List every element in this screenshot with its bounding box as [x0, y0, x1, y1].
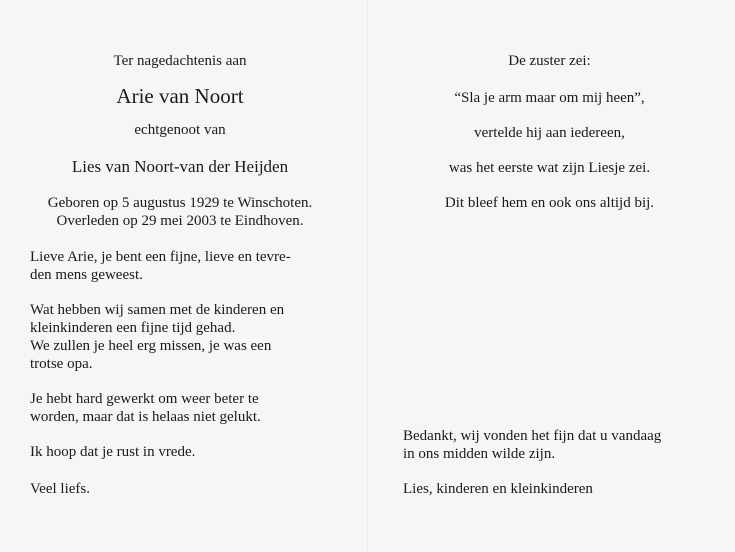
signature: Lies, kinderen en kleinkinderen	[403, 481, 593, 497]
relation-text: echtgenoot van	[134, 122, 226, 138]
para3-line1: Je hebt hard gewerkt om weer beter te	[30, 391, 259, 407]
para2-line2: kleinkinderen een fijne tijd gehad.	[30, 320, 236, 336]
thanks-line2: in ons midden wilde zijn.	[403, 446, 556, 462]
para2-line1: Wat hebben wij samen met de kinderen en	[30, 302, 285, 318]
poem-line1: De zuster zei:	[508, 53, 591, 69]
para1-line1: Lieve Arie, je bent een fijne, lieve en tevre-	[30, 249, 291, 265]
para5: Veel liefs.	[30, 481, 90, 497]
death-line: Overleden op 29 mei 2003 te Eindhoven.	[56, 213, 304, 229]
deceased-name: Arie van Noort	[116, 84, 244, 108]
para2-line4: trotse opa.	[30, 356, 93, 372]
poem-line4: was het eerste wat zijn Liesje zei.	[448, 160, 651, 176]
birth-line: Geboren op 5 augustus 1929 te Winschoten.	[47, 195, 313, 211]
poem-line2: “Sla je arm maar om mij heen”,	[454, 90, 645, 106]
spouse-name: Lies van Noort-van der Heijden	[71, 157, 289, 176]
poem-line5: Dit bleef hem en ook ons altijd bij.	[444, 195, 655, 211]
intro-text: Ter nagedachtenis aan	[113, 53, 247, 69]
poem-line3: vertelde hij aan iedereen,	[474, 125, 625, 141]
thanks-line1: Bedankt, wij vonden het fijn dat u vandaag	[403, 428, 662, 444]
para2-line3: We zullen je heel erg missen, je was een	[30, 338, 272, 354]
para3-line2: worden, maar dat is helaas niet gelukt.	[30, 409, 261, 425]
para4: Ik hoop dat je rust in vrede.	[30, 444, 196, 460]
card-fold	[367, 0, 369, 552]
para1-line2: den mens geweest.	[30, 267, 143, 283]
